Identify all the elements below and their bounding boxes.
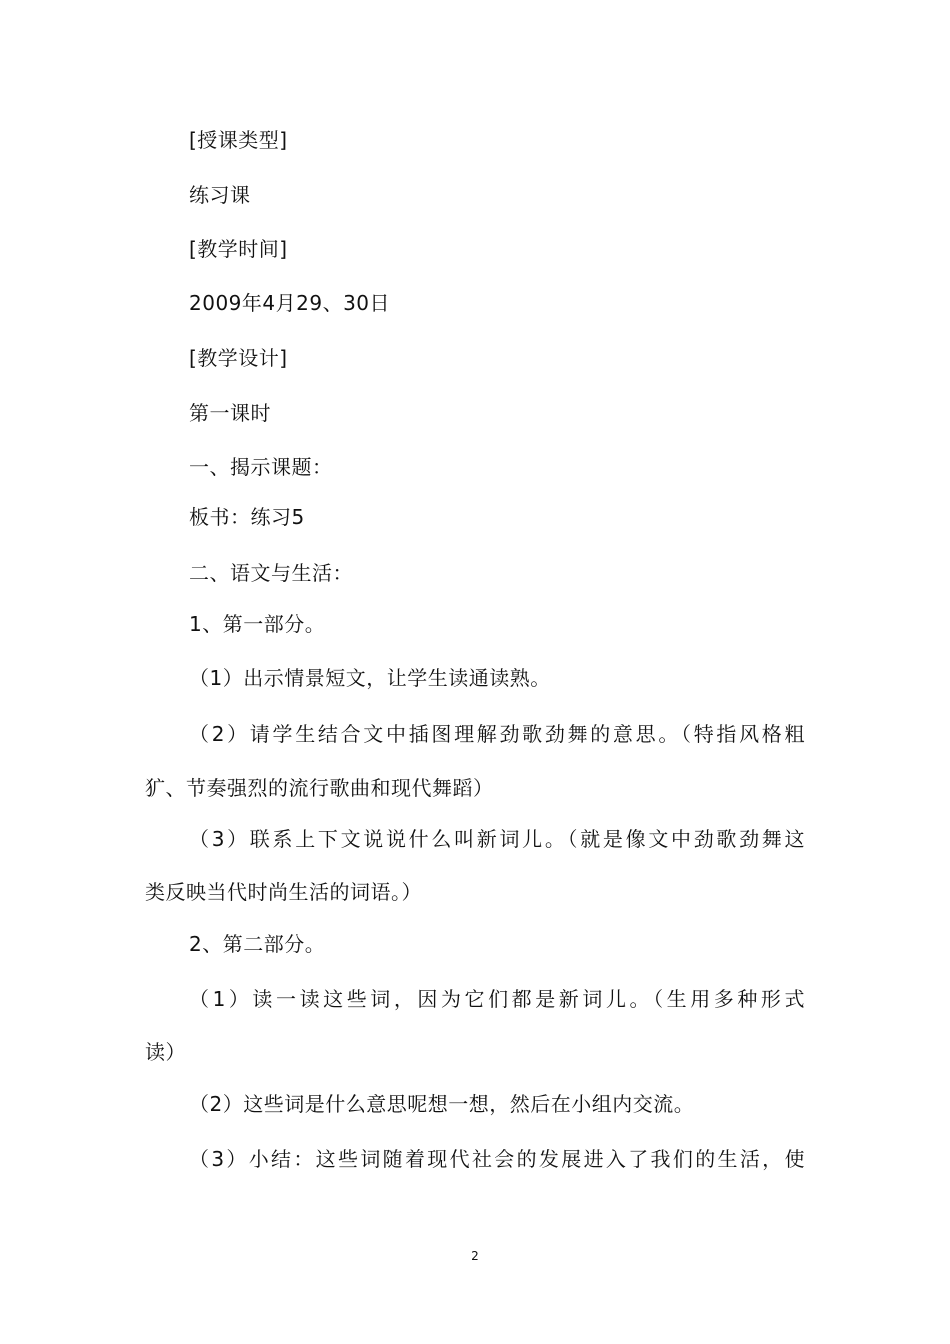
paragraph-step-two: 二、语文与生活：: [189, 561, 353, 585]
paragraph-first-lesson: 第一课时: [189, 401, 271, 425]
paragraph-step-one: 一、揭示课题：: [189, 455, 333, 479]
paragraph-item-1-3-continued: 类反映当代时尚生活的词语。）: [145, 880, 422, 904]
paragraph-board-writing: 板书：练习5: [189, 505, 305, 529]
paragraph-part-one: 1、第一部分。: [189, 612, 326, 636]
paragraph-item-1-1: （1）出示情景短文，让学生读通读熟。: [189, 666, 551, 690]
paragraph-item-1-3: （3）联系上下文说说什么叫新词儿。（就是像文中劲歌劲舞这: [189, 827, 805, 851]
paragraph-item-1-2: （2）请学生结合文中插图理解劲歌劲舞的意思。（特指风格粗: [189, 722, 805, 746]
section-heading-teaching-design: [教学设计]: [189, 346, 288, 370]
page-number: 2: [471, 1249, 479, 1263]
paragraph-lesson-type: 练习课: [189, 183, 251, 207]
paragraph-teaching-date: 2009年4月29、30日: [189, 291, 391, 315]
paragraph-item-2-3: （3）小结：这些词随着现代社会的发展进入了我们的生活，使: [189, 1147, 805, 1171]
section-heading-teaching-time: [教学时间]: [189, 237, 288, 261]
paragraph-item-2-1: （1）读一读这些词，因为它们都是新词儿。（生用多种形式: [189, 987, 805, 1011]
section-heading-lesson-type: [授课类型]: [189, 128, 288, 152]
paragraph-item-2-2: （2）这些词是什么意思呢想一想，然后在小组内交流。: [189, 1092, 695, 1116]
paragraph-item-2-1-continued: 读）: [145, 1040, 186, 1064]
paragraph-item-1-2-continued: 犷、节奏强烈的流行歌曲和现代舞蹈）: [145, 776, 494, 800]
paragraph-part-two: 2、第二部分。: [189, 932, 326, 956]
